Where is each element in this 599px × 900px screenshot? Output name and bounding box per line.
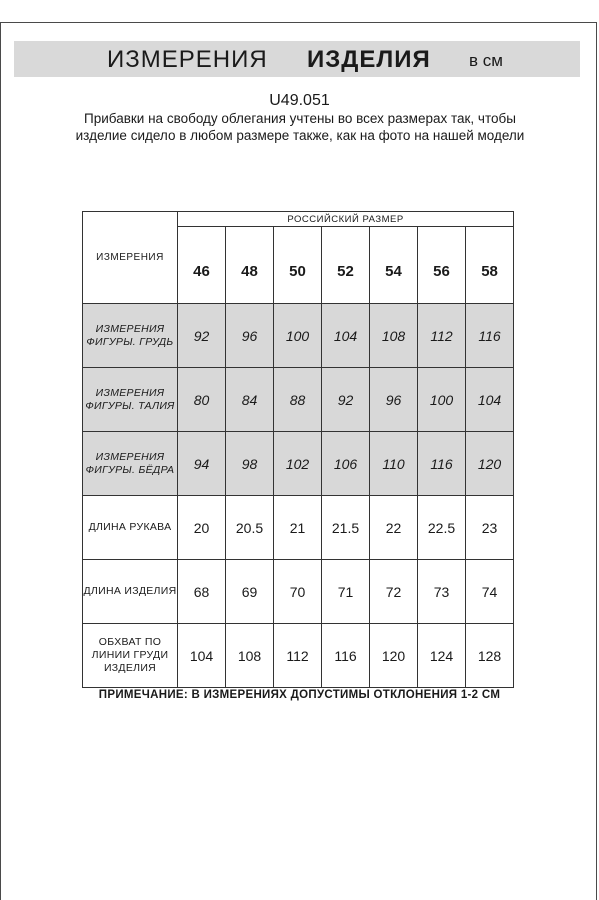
table-cell: 72: [370, 560, 418, 624]
table-cell: 80: [178, 368, 226, 432]
size-header: 56: [418, 227, 466, 304]
table-row: [83, 368, 514, 432]
size-table: [82, 211, 514, 688]
title-bar: [14, 41, 580, 77]
table-cell: 84: [226, 368, 274, 432]
table-cell: 102: [274, 432, 322, 496]
table-cell: 120: [370, 624, 418, 688]
row-label: ОБХВАТ ПО ЛИНИИ ГРУДИ ИЗДЕЛИЯ: [83, 624, 178, 688]
title-unit: в см: [469, 51, 503, 70]
table-cell: 73: [418, 560, 466, 624]
table-cell: 92: [178, 304, 226, 368]
table-cell: 100: [418, 368, 466, 432]
table-cell: 104: [178, 624, 226, 688]
table-row: [83, 432, 514, 496]
size-header: 58: [466, 227, 514, 304]
intro-text: Прибавки на свободу облегания учтены во всех размерах так, чтобы изделие сидело в любом размере также, как на фото на нашей модели: [75, 111, 525, 143]
table-cell: 124: [418, 624, 466, 688]
table-cell: 71: [322, 560, 370, 624]
size-header: 52: [322, 227, 370, 304]
article-code: U49.051: [269, 92, 330, 109]
table-cell: 68: [178, 560, 226, 624]
table-cell: 96: [370, 368, 418, 432]
table-cell: 128: [466, 624, 514, 688]
title-measurements: ИЗМЕРЕНИЯ: [107, 46, 268, 73]
table-cell: 116: [322, 624, 370, 688]
size-system-header: РОССИЙСКИЙ РАЗМЕР: [178, 212, 514, 227]
table-cell: 94: [178, 432, 226, 496]
table-cell: 112: [418, 304, 466, 368]
table-cell: 106: [322, 432, 370, 496]
table-cell: 108: [370, 304, 418, 368]
table-cell: 20.5: [226, 496, 274, 560]
row-header: ИЗМЕРЕНИЯ: [83, 212, 178, 304]
table-cell: 21: [274, 496, 322, 560]
table-cell: 116: [466, 304, 514, 368]
table-cell: 110: [370, 432, 418, 496]
table-cell: 104: [322, 304, 370, 368]
table-cell: 70: [274, 560, 322, 624]
table-cell: 69: [226, 560, 274, 624]
table-cell: 120: [466, 432, 514, 496]
table-cell: 22.5: [418, 496, 466, 560]
row-label: ДЛИНА ИЗДЕЛИЯ: [83, 560, 178, 624]
table-cell: 108: [226, 624, 274, 688]
table-cell: 116: [418, 432, 466, 496]
table-cell: 100: [274, 304, 322, 368]
title-product: ИЗДЕЛИЯ: [307, 46, 431, 73]
row-label: ИЗМЕРЕНИЯ ФИГУРЫ. ГРУДЬ: [83, 304, 178, 368]
table-row: [83, 304, 514, 368]
table-row: [83, 624, 514, 688]
table-cell: 112: [274, 624, 322, 688]
note: ПРИМЕЧАНИЕ: В ИЗМЕРЕНИЯХ ДОПУСТИМЫ ОТКЛОНЕНИЯ 1-2 СМ: [98, 689, 501, 701]
table-cell: 104: [466, 368, 514, 432]
row-label: ИЗМЕРЕНИЯ ФИГУРЫ. БЁДРА: [83, 432, 178, 496]
table-cell: 98: [226, 432, 274, 496]
size-header: 54: [370, 227, 418, 304]
row-label: ДЛИНА РУКАВА: [83, 496, 178, 560]
table-cell: 96: [226, 304, 274, 368]
table-row: [83, 496, 514, 560]
table-cell: 92: [322, 368, 370, 432]
table-cell: 74: [466, 560, 514, 624]
table-row: [83, 560, 514, 624]
table-cell: 22: [370, 496, 418, 560]
size-header: 48: [226, 227, 274, 304]
size-header: 50: [274, 227, 322, 304]
table-cell: 20: [178, 496, 226, 560]
row-label: ИЗМЕРЕНИЯ ФИГУРЫ. ТАЛИЯ: [83, 368, 178, 432]
table-cell: 88: [274, 368, 322, 432]
size-header: 46: [178, 227, 226, 304]
table-cell: 21.5: [322, 496, 370, 560]
table-cell: 23: [466, 496, 514, 560]
